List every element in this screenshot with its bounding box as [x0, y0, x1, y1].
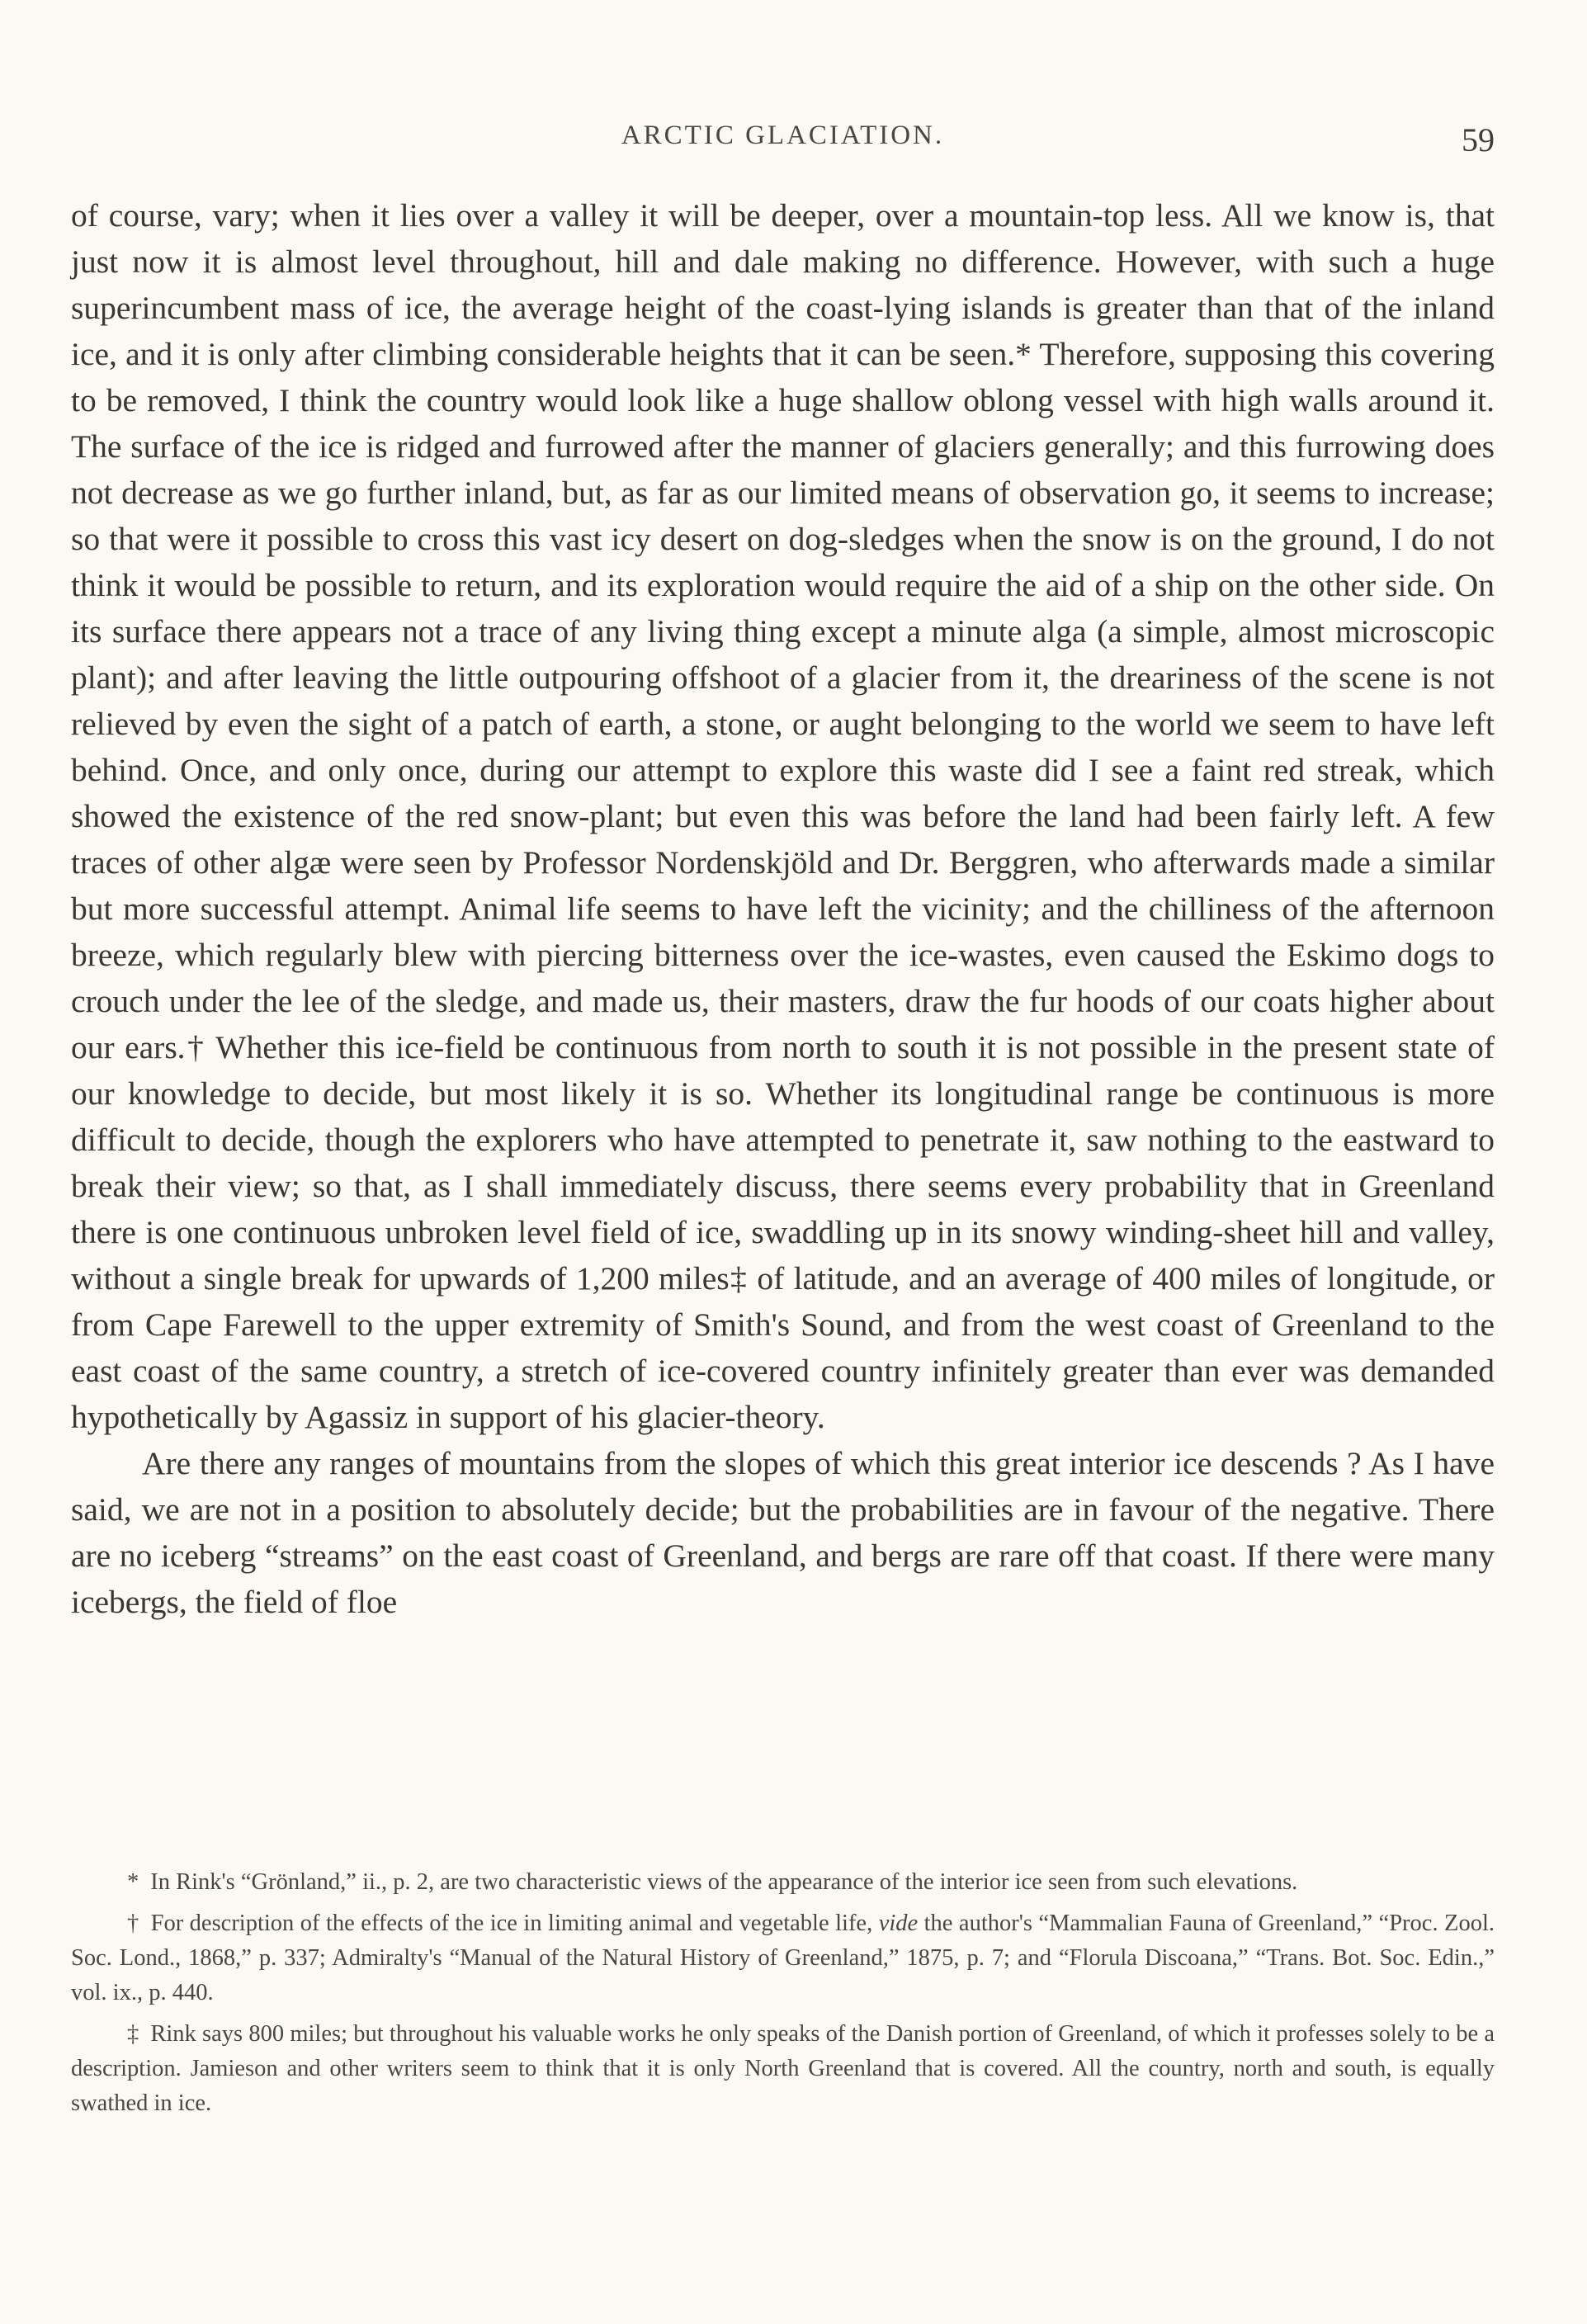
- footnote-dagger: [71, 1906, 1495, 2010]
- running-title: ARCTIC GLACIATION.: [621, 120, 945, 150]
- body-text: [71, 192, 1495, 1625]
- footnote-double-dagger: [71, 2017, 1495, 2121]
- footnote-text: Rink says 800 miles; but throughout his valuable works he only speaks of the Danish portion of Greenland, of which it professes solely to be a description. Jamieson and other writers seem to think that it is only North Greenland that is covered. All the country, north and south, is equally swathed in ice.: [71, 2021, 1495, 2116]
- footnote-italic: vide: [878, 1911, 919, 1936]
- footnote-text: In Rink's “Grönland,” ii., p. 2, are two characteristic views of the appearance of the interior ice seen from such elevations.: [150, 1869, 1298, 1895]
- footnotes: [71, 1865, 1495, 2128]
- footnote-text-after: the author's “Mammalian Fauna of Greenland,” “Proc. Zool. Soc. Lond., 1868,” p. 337; Admiralty's “Manual of the Natural History of Greenland,” 1875, p. 7; and “Florula Discoana,” “Trans. Bot. Soc. Edin.,” vol. ix., p. 440.: [71, 1911, 1495, 2005]
- paragraph-mountain-ranges: Are there any ranges of mountains from the slopes of which this great interior ice descends ? As I have said, we are not in a position to absolutely decide; but the probabilities are in favour of the negative. There are no iceberg “streams” on the east coast of Greenland, and bergs are rare off that coast. If there were many icebergs, the field of floe: [71, 1445, 1495, 1620]
- running-head: [71, 120, 1495, 162]
- footnote-mark: *: [127, 1869, 139, 1895]
- page-number: 59: [1462, 121, 1495, 158]
- footnote-text: For description of the effects of the ice in limiting animal and vegetable life,: [150, 1911, 879, 1936]
- footnote-mark: ‡: [127, 2021, 139, 2047]
- paragraph-continued: of course, vary; when it lies over a valley it will be deeper, over a mountain-top less. All we know is, that just now it is almost level throughout, hill and dale making no difference. However, with such a huge superincumbent mass of ice, the average height of the coast-lying islands is greater than that of the inland ice, and it is only after climbing considerable heights that it can be seen.* Therefore, supposing this covering to be removed, I think the country would look like a huge shallow oblong vessel with high walls around it. The surface of the ice is ridged and furrowed after the manner of glaciers generally; and this furrowing does not decrease as we go further inland, but, as far as our limited means of observation go, it seems to increase; so that were it possible to cross this vast icy desert on dog-sledges when the snow is on the ground, I do not think it would be possible to return, and its exploration would require the aid of a ship on the other side. On its surface there appears not a trace of any living thing except a minute alga (a simple, almost microscopic plant); and after leaving the little outpouring offshoot of a glacier from it, the dreariness of the scene is not relieved by even the sight of a patch of earth, a stone, or aught belonging to the world we seem to have left behind. Once, and only once, during our attempt to explore this waste did I see a faint red streak, which showed the existence of the red snow-plant; but even this was before the land had been fairly left. A few traces of other algæ were seen by Professor Nordenskjöld and Dr. Berggren, who afterwards made a similar but more successful attempt. Animal life seems to have left the vicinity; and the chilliness of the afternoon breeze, which regularly blew with piercing bitterness over the ice-wastes, even caused the Eskimo dogs to crouch under the lee of the sledge, and made us, their masters, draw the fur hoods of our coats higher about our ears.† Whether this ice-field be continuous from north to south it is not possible in the present state of our knowledge to decide, but most likely it is so. Whether its longitudinal range be continuous is more difficult to decide, though the explorers who have attempted to penetrate it, saw nothing to the eastward to break their view; so that, as I shall immediately discuss, there seems every probability that in Greenland there is one continuous unbroken level field of ice, swaddling up in its snowy winding-sheet hill and valley, without a single break for upwards of 1,200 miles‡ of latitude, and an average of 400 miles of longitude, or from Cape Farewell to the upper extremity of Smith's Sound, and from the west coast of Greenland to the east coast of the same country, a stretch of ice-covered country infinitely greater than ever was demanded hypothetically by Agassiz in support of his glacier-theory.: [71, 197, 1495, 1435]
- footnote-asterisk: [71, 1865, 1495, 1900]
- footnote-mark: †: [127, 1911, 139, 1936]
